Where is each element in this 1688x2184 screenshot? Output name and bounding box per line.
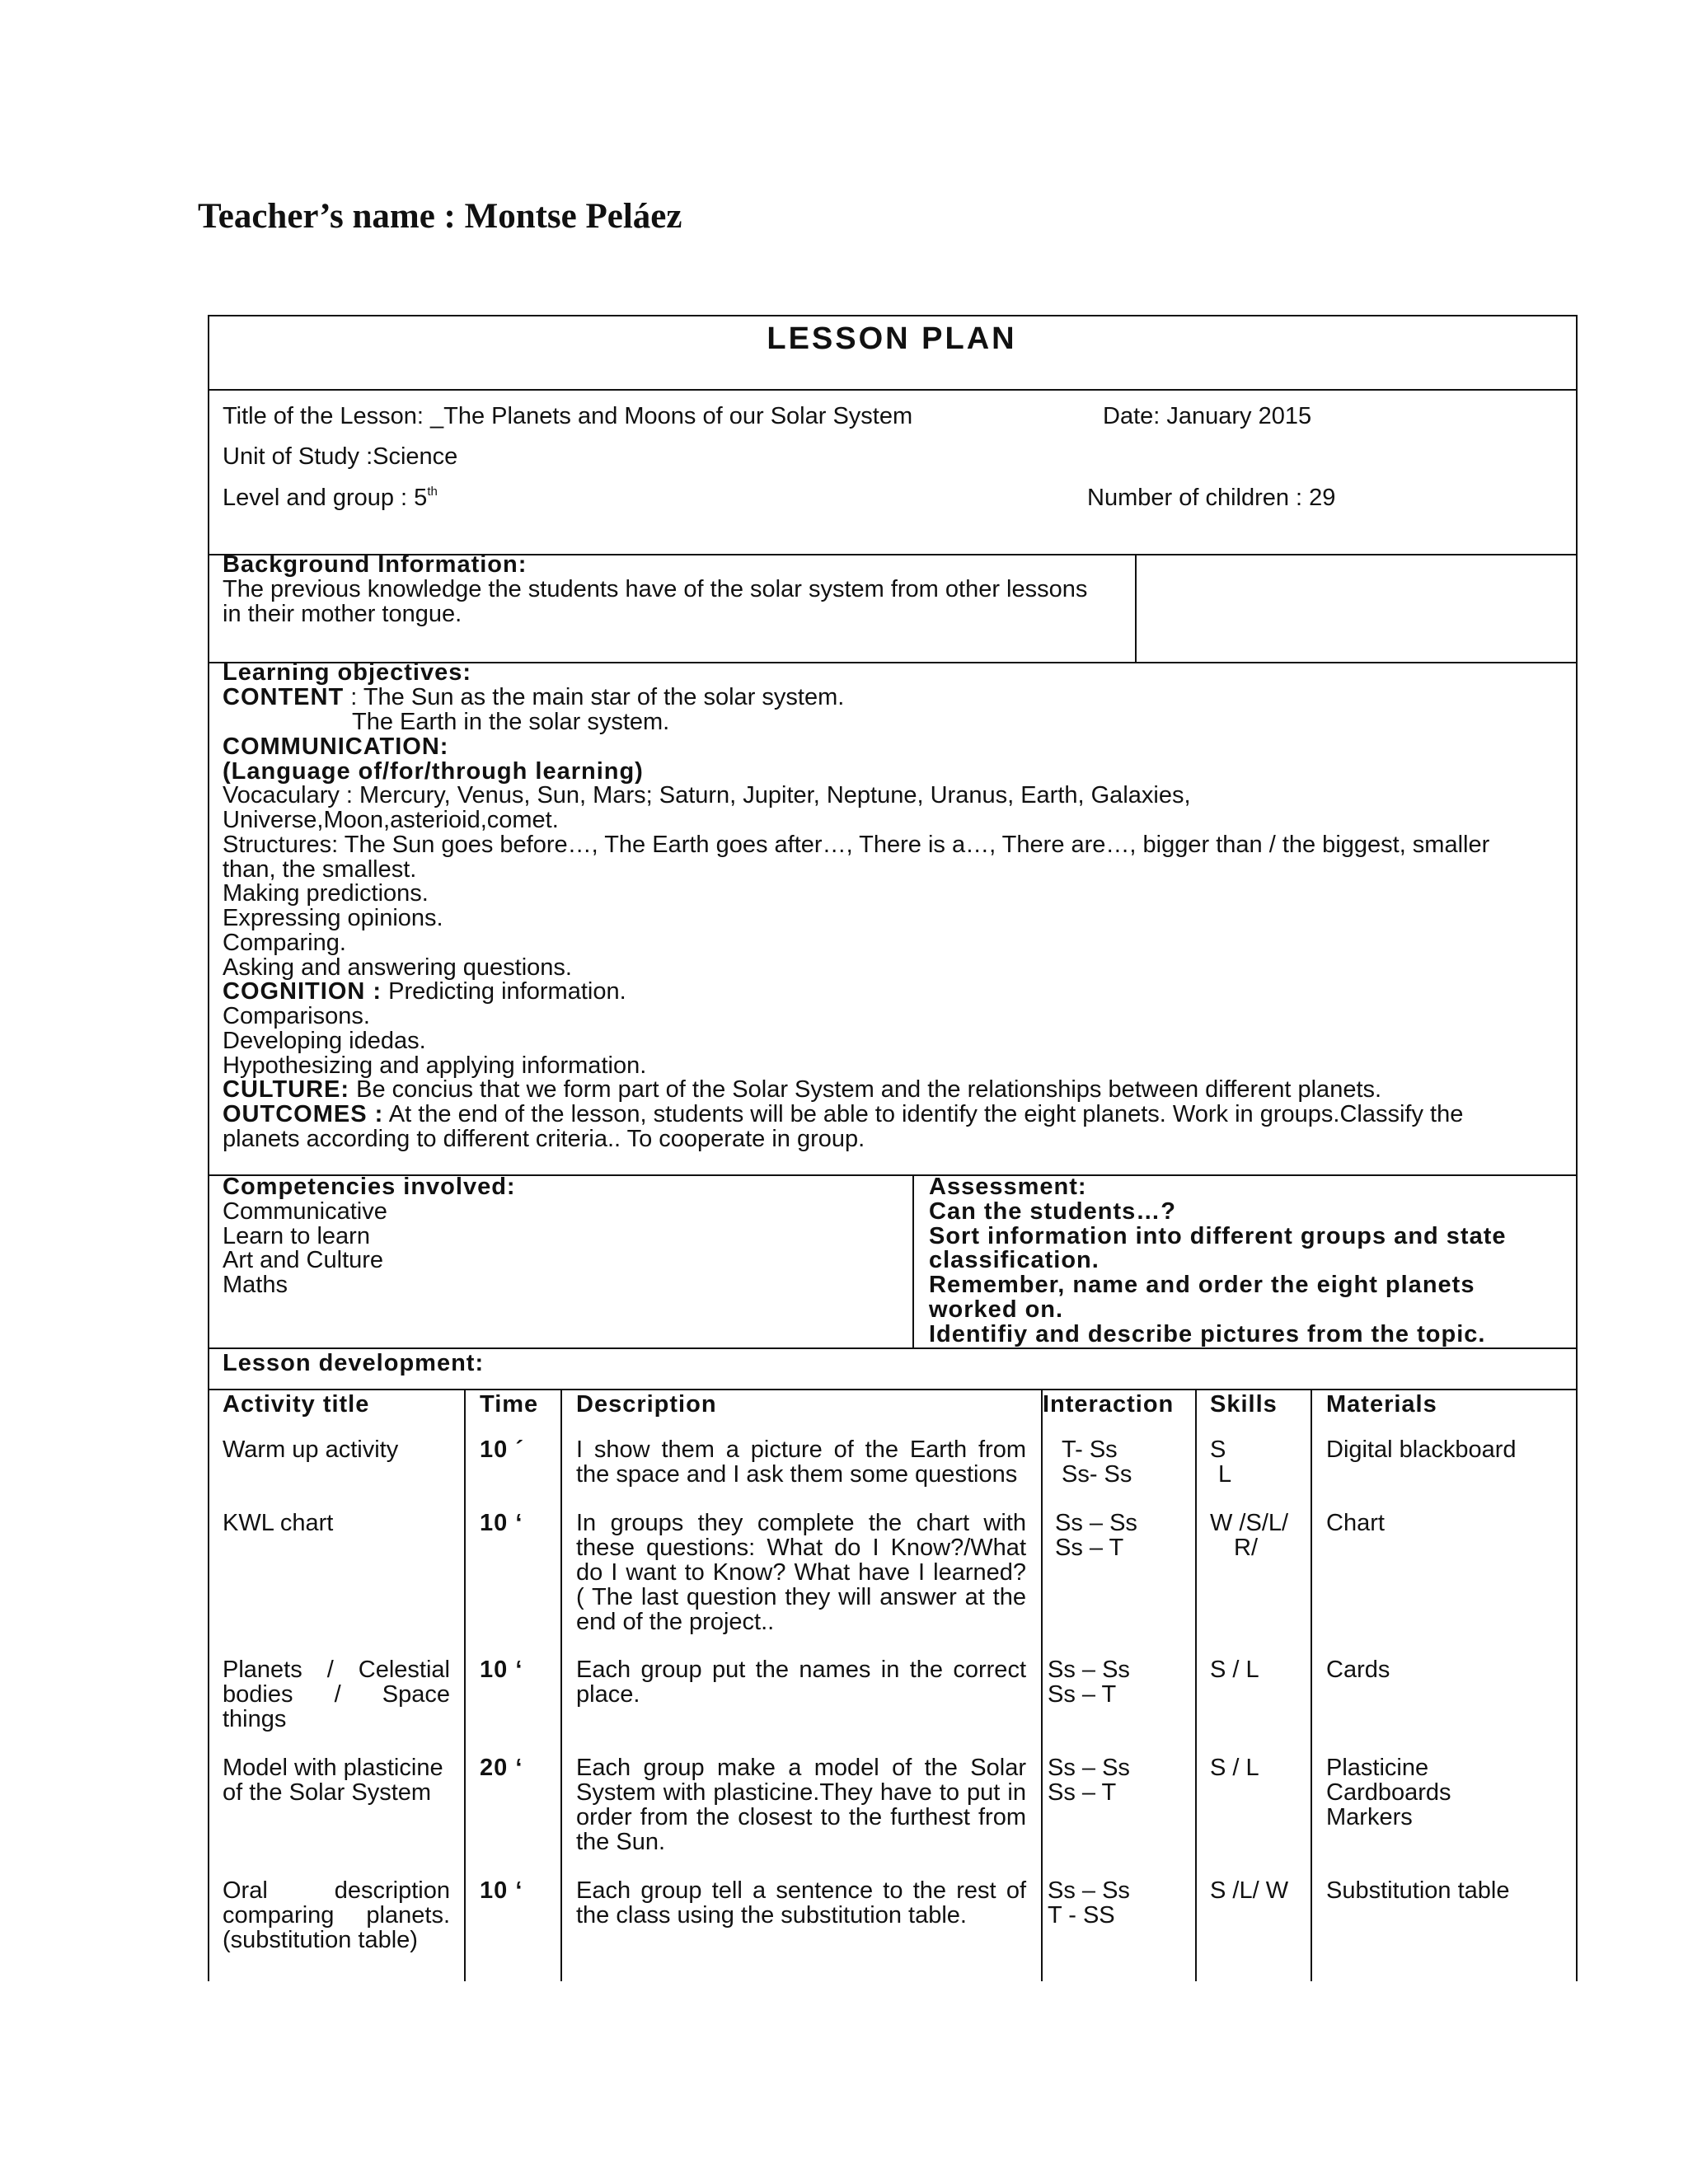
cognition-item: Hypothesizing and applying information. [223, 1052, 647, 1079]
activity-skills: S / L [1210, 1657, 1259, 1683]
assessment-line: Sort information into different groups and state [929, 1223, 1507, 1249]
activity-skills: S /L/ W [1210, 1877, 1289, 1904]
outcomes-line: planets according to different criteria.. To cooperate in group. [223, 1126, 865, 1152]
cognition-line: COGNITION : Predicting information. [223, 978, 626, 1005]
activity-interaction: T- Ss [1062, 1436, 1118, 1463]
background-heading: Background Information: [223, 551, 528, 578]
activity-skills: L [1218, 1461, 1232, 1488]
activity-materials: Substitution table [1326, 1877, 1510, 1904]
activity-interaction: Ss – T [1048, 1681, 1117, 1708]
activity-title: KWL chart [223, 1510, 334, 1536]
lesson-date: Date: January 2015 [1103, 403, 1312, 429]
activity-interaction: Ss – T [1055, 1535, 1124, 1561]
structures-line: Structures: The Sun goes before…, The Earth goes after…, There is a…, There are…, bigger than / the biggest, smaller [223, 832, 1490, 858]
background-text: in their mother tongue. [223, 601, 462, 627]
unit-of-study: Unit of Study :Science [223, 443, 458, 470]
cognition-item: Comparisons. [223, 1003, 370, 1029]
activity-skills: S [1210, 1436, 1226, 1463]
activity-skills: W /S/L/ [1210, 1510, 1289, 1536]
activity-title: Planets / Celestial bodies / Space things [223, 1657, 450, 1732]
activity-interaction: Ss – T [1048, 1779, 1117, 1806]
culture-line: CULTURE: Be concius that we form part of the Solar System and the relationships between different planets. [223, 1076, 1382, 1103]
activity-time: 10 ‘ [480, 1657, 523, 1683]
assessment-line: Remember, name and order the eight planets [929, 1272, 1475, 1298]
activity-description: In groups they complete the chart with these questions: What do I Know?/What do I want to Know? What have I learned? ( The last question they will answer at the end of the project.. [576, 1510, 1026, 1635]
activity-materials: Cards [1326, 1657, 1390, 1683]
activity-materials: Markers [1326, 1804, 1413, 1830]
communication-item: Comparing. [223, 930, 346, 956]
competency-item: Communicative [223, 1198, 387, 1225]
level-and-group: Level and group : 5th [223, 485, 438, 511]
activity-materials: Cardboards [1326, 1779, 1451, 1806]
content-line: CONTENT : The Sun as the main star of the solar system. [223, 684, 845, 710]
activity-title: Warm up activity [223, 1436, 399, 1463]
activity-title: Oral description comparing planets. (substitution table) [223, 1877, 450, 1953]
teacher-name: Teacher’s name : Montse Peláez [198, 197, 682, 236]
activity-description: Each group tell a sentence to the rest of the class using the substitution table. [576, 1877, 1026, 1929]
column-header: Activity title [223, 1391, 370, 1418]
activity-time: 10 ‘ [480, 1877, 523, 1904]
communication-item: Making predictions. [223, 880, 429, 907]
activity-time: 20 ‘ [480, 1755, 523, 1781]
competency-item: Maths [223, 1272, 288, 1298]
activity-materials: Plasticine [1326, 1755, 1429, 1781]
outcomes-line: OUTCOMES : At the end of the lesson, students will be able to identify the eight planets. Work in groups.Classify the [223, 1101, 1464, 1127]
activity-interaction: Ss – Ss [1048, 1755, 1130, 1781]
column-header: Interaction [1043, 1391, 1175, 1418]
assessment-line: classification. [929, 1247, 1100, 1273]
activity-interaction: Ss – Ss [1048, 1877, 1130, 1904]
activity-time: 10 ´ [480, 1436, 524, 1463]
structures-line: than, the smallest. [223, 856, 417, 883]
background-text: The previous knowledge the students have of the solar system from other lessons [223, 576, 1088, 602]
activity-materials: Chart [1326, 1510, 1385, 1536]
activity-description: I show them a picture of the Earth from the space and I ask them some questions [576, 1436, 1026, 1488]
content-line: The Earth in the solar system. [352, 709, 670, 735]
communication-item: Asking and answering questions. [223, 954, 572, 981]
cognition-item: Developing idedas. [223, 1028, 426, 1054]
activity-interaction: T - SS [1048, 1902, 1115, 1929]
lesson-plan-heading: LESSON PLAN [767, 321, 1017, 356]
column-header: Description [576, 1391, 717, 1418]
activity-description: Each group make a model of the Solar System with plasticine.They have to put in order from the closest to the furthest from the Sun. [576, 1755, 1026, 1855]
activity-skills: S / L [1210, 1755, 1259, 1781]
vocabulary-line: Universe,Moon,asterioid,comet. [223, 807, 559, 833]
activity-interaction: Ss – Ss [1048, 1657, 1130, 1683]
language-heading: (Language of/for/through learning) [223, 758, 644, 785]
activity-description: Each group put the names in the correct place. [576, 1657, 1026, 1708]
objectives-heading: Learning objectives: [223, 659, 472, 686]
assessment-heading: Assessment: [929, 1174, 1087, 1200]
column-header: Skills [1210, 1391, 1278, 1418]
number-of-children: Number of children : 29 [1087, 485, 1336, 511]
assessment-line: Identifiy and describe pictures from the topic. [929, 1321, 1486, 1347]
assessment-line: Can the students…? [929, 1198, 1176, 1225]
communication-heading: COMMUNICATION: [223, 733, 449, 760]
assessment-line: worked on. [929, 1296, 1064, 1323]
activity-interaction: Ss- Ss [1062, 1461, 1132, 1488]
activity-time: 10 ‘ [480, 1510, 523, 1536]
column-header: Materials [1326, 1391, 1437, 1418]
activity-title: Model with plasticine of the Solar System [223, 1755, 443, 1806]
competency-item: Art and Culture [223, 1247, 384, 1273]
vocabulary-line: Vocaculary : Mercury, Venus, Sun, Mars; Saturn, Jupiter, Neptune, Uranus, Earth, Galaxies, [223, 782, 1191, 808]
competencies-heading: Competencies involved: [223, 1174, 516, 1200]
activity-materials: Digital blackboard [1326, 1436, 1517, 1463]
competency-item: Learn to learn [223, 1223, 370, 1249]
communication-item: Expressing opinions. [223, 905, 443, 931]
column-header: Time [480, 1391, 539, 1418]
activity-interaction: Ss – Ss [1055, 1510, 1137, 1536]
lesson-title: Title of the Lesson: _The Planets and Moons of our Solar System [223, 403, 913, 429]
activity-skills: R/ [1234, 1535, 1258, 1561]
lesson-development-heading: Lesson development: [223, 1350, 485, 1376]
